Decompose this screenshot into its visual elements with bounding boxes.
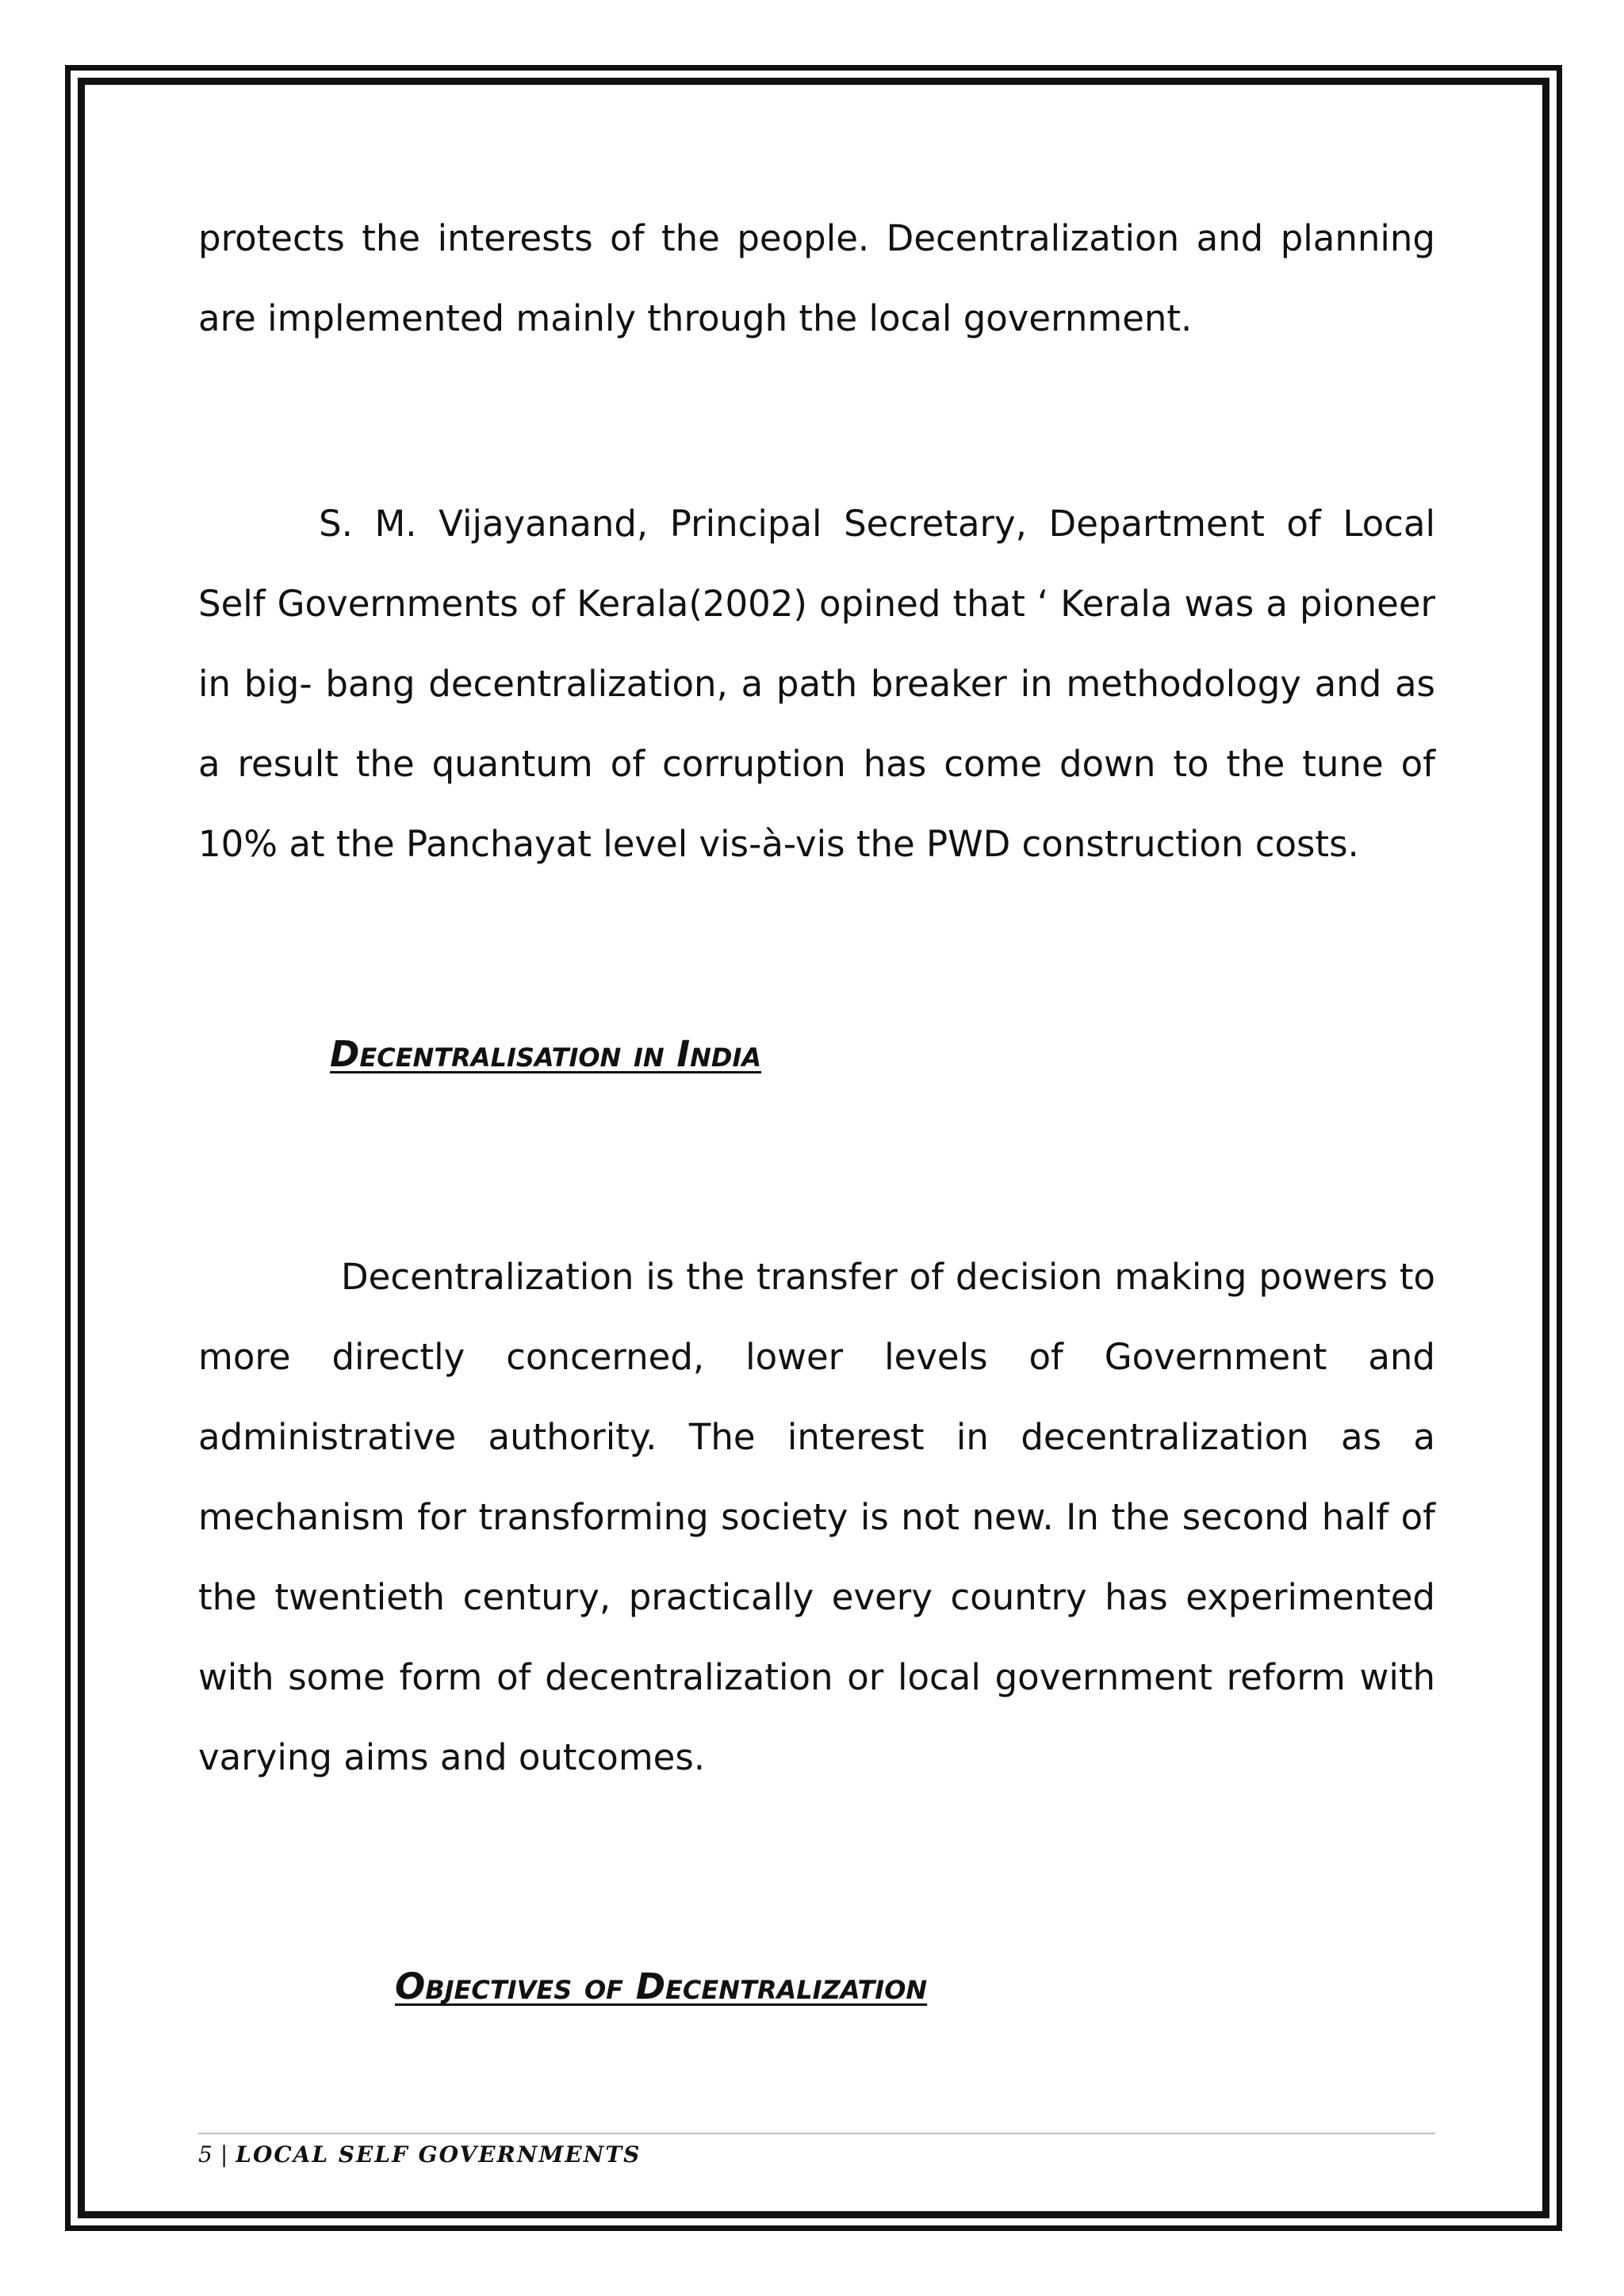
heading-text: Objectives of Decentralization bbox=[395, 1965, 928, 2007]
footer-title: LOCAL SELF GOVERNMENTS bbox=[236, 2141, 642, 2168]
footer-divider bbox=[198, 2133, 1435, 2134]
page-number: 5 bbox=[198, 2141, 213, 2168]
definition-section bbox=[198, 1237, 1435, 1797]
page-content bbox=[198, 198, 1435, 358]
paragraph-continuation: protects the interests of the people. Decentralization and planning are implemented mainly through the local government. bbox=[198, 217, 1435, 339]
quote-section bbox=[198, 484, 1435, 884]
heading-objectives-of-decentralization bbox=[395, 1963, 927, 2011]
paragraph-decentralization-definition: Decentralization is the transfer of decision making powers to more directly concerned, lower levels of Government and administrative authority. The interest in decentralization as a mechanism for transforming society is not new. In the second half of the twentieth century, practically every country has experimented with some form of decentralization or local government reform with varying aims and outcomes. bbox=[198, 1256, 1435, 1778]
page-footer bbox=[198, 2141, 641, 2169]
page-border-inner bbox=[78, 78, 1549, 2218]
heading-decentralisation-in-india bbox=[330, 1031, 761, 1078]
paragraph-vijayanand-quote: S. M. Vijayanand, Principal Secretary, Department of Local Self Governments of Kerala(2002) opined that ‘ Kerala was a pioneer in big- bang decentralization, a path breaker in methodology and as a result the quantum of corruption has come down to the tune of 10% at the Panchayat level vis-à-vis the PWD construction costs. bbox=[198, 503, 1435, 865]
footer-separator: | bbox=[220, 2141, 228, 2168]
heading-text: Decentralisation in India bbox=[330, 1033, 762, 1075]
